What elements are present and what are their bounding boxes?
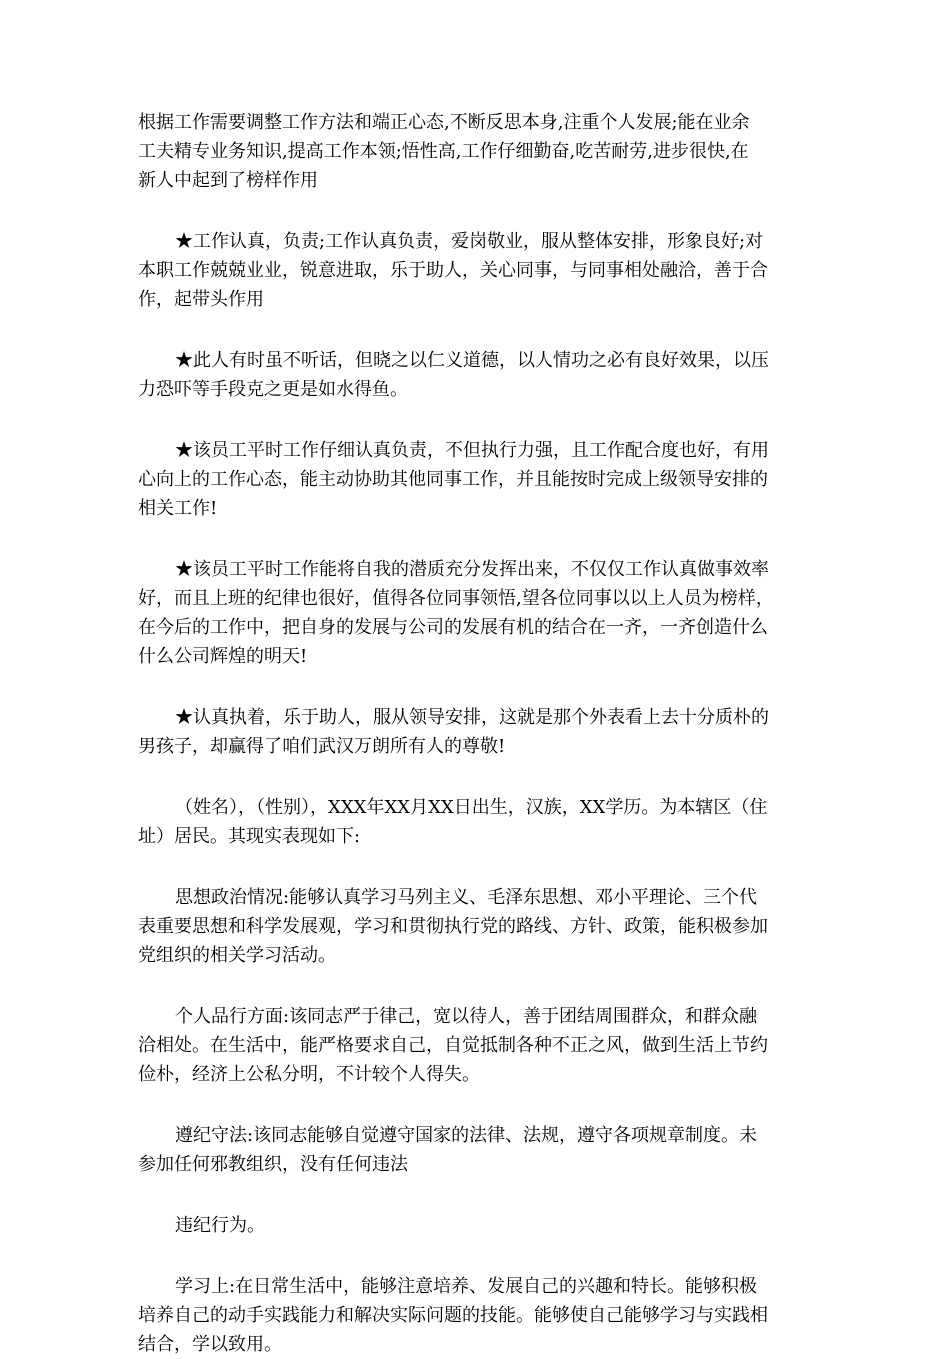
paragraph-gap [138, 523, 814, 555]
paragraph-gap [138, 851, 814, 883]
paragraph-1: 根据工作需要调整工作方法和端正心态,不断反思本身,注重个人发展;能在业余 工夫精专业务知识,提高工作本领;悟性高,工作仔细勤奋,吃苦耐劳,进步很快,在 新人中起到了榜样作用 [138, 112, 750, 191]
paragraph-10: 遵纪守法:该同志能够自觉遵守国家的法律、法规，遵守各项规章制度。未 参加任何邪教组织，没有任何违法 [138, 1125, 758, 1175]
paragraph-gap [138, 404, 814, 436]
paragraph-2: ★工作认真，负责;工作认真负责，爱岗敬业，服从整体安排，形象良好;对 本职工作兢兢业业，锐意进取，乐于助人，关心同事，与同事相处融洽，善于合 作，起带头作用 [138, 231, 768, 310]
paragraph-9: 个人品行方面:该同志严于律己，宽以待人，善于团结周围群众，和群众融 洽相处。在生活中，能严格要求自己，自觉抵制各种不正之风，做到生活上节约 俭朴，经济上公私分明，不计较个人得失。 [138, 1006, 768, 1085]
paragraph-gap [138, 671, 814, 703]
paragraph-gap [138, 761, 814, 793]
paragraph-gap [138, 970, 814, 1002]
paragraph-gap [138, 314, 814, 346]
document-page [138, 108, 814, 1359]
paragraph-4: ★该员工平时工作仔细认真负责，不但执行力强，且工作配合度也好，有用 心向上的工作心态，能主动协助其他同事工作，并且能按时完成上级领导安排的 相关工作! [138, 440, 769, 519]
paragraph-8: 思想政治情况:能够认真学习马列主义、毛泽东思想、邓小平理论、三个代 表重要思想和科学发展观，学习和贯彻执行党的路线、方针、政策，能积极参加 党组织的相关学习活动。 [138, 887, 768, 966]
paragraph-gap [138, 1179, 814, 1211]
paragraph-3: ★此人有时虽不听话，但晓之以仁义道德，以人情功之必有良好效果，以压 力恐吓等手段克之更是如水得鱼。 [138, 350, 769, 400]
paragraph-5: ★该员工平时工作能将自我的潜质充分发挥出来，不仅仅工作认真做事效率 好，而且上班的纪律也很好，值得各位同事领悟,望各位同事以以上人员为榜样， 在今后的工作中，把自身的发展与公司的发展有机的结合在一齐，一齐创造什么 什么公司辉煌的明天! [138, 559, 774, 667]
paragraph-12: 学习上:在日常生活中，能够注意培养、发展自己的兴趣和特长。能够积极 培养自己的动手实践能力和解决实际问题的技能。能够使自己能够学习与实践相 结合，学以致用。 [138, 1276, 768, 1355]
paragraph-gap [138, 195, 814, 227]
paragraph-gap [138, 1240, 814, 1272]
paragraph-6: ★认真执着，乐于助人，服从领导安排，这就是那个外表看上去十分质朴的 男孩子，却赢得了咱们武汉万朗所有人的尊敬! [138, 707, 769, 757]
paragraph-gap [138, 1089, 814, 1121]
paragraph-11: 违纪行为。 [175, 1215, 265, 1236]
paragraph-7: （姓名），（性别），XXX年XX月XX日出生，汉族，XX学历。为本辖区（住 址）居民。其现实表现如下: [138, 797, 768, 847]
